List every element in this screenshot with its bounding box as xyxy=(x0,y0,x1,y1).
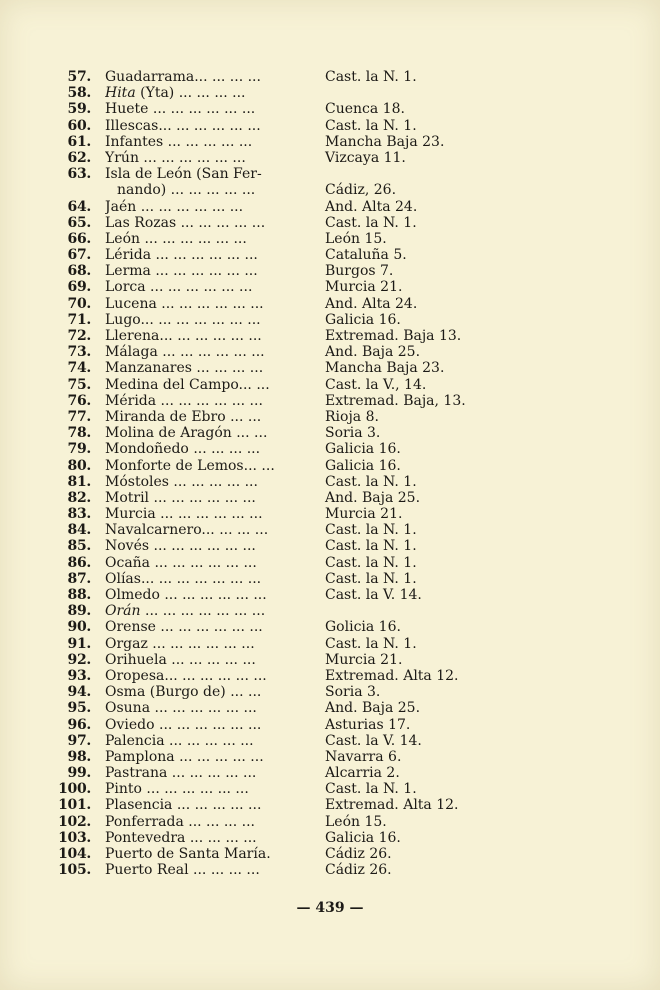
entry-name-text: León ... ... ... ... ... ... xyxy=(105,230,247,247)
entry-name-text: Orense ... ... ... ... ... ... xyxy=(105,619,263,636)
gazetteer-list xyxy=(56,69,486,878)
entry-number: 82. xyxy=(67,489,91,506)
entry-name xyxy=(105,296,305,312)
entry-name xyxy=(105,700,305,716)
list-item xyxy=(56,814,486,830)
entry-number: 73. xyxy=(67,344,91,361)
list-item xyxy=(56,619,486,635)
entry-name xyxy=(105,279,305,295)
entry-name-italic: Orán xyxy=(105,603,141,620)
entry-number: 62. xyxy=(67,149,91,166)
list-item xyxy=(56,312,486,328)
entry-number: 102. xyxy=(58,813,91,830)
entry-name xyxy=(105,69,305,85)
entry-region: Rioja 8. xyxy=(325,408,379,425)
entry-name-text: Pastrana ... ... ... ... ... xyxy=(105,765,257,782)
entry-number: 80. xyxy=(67,457,91,474)
entry-name xyxy=(105,765,305,781)
entry-name xyxy=(105,85,305,101)
entry-name-text: Llerena... ... ... ... ... ... xyxy=(105,328,262,345)
entry-name xyxy=(105,749,305,765)
entry-region: León 15. xyxy=(325,813,387,830)
entry-name xyxy=(105,506,305,522)
entry-region: Cast. la N. 1. xyxy=(325,781,417,798)
entry-number: 94. xyxy=(67,684,91,701)
entry-name xyxy=(105,717,305,733)
list-item xyxy=(56,166,486,198)
list-item xyxy=(56,474,486,490)
entry-name xyxy=(105,652,305,668)
entry-region: And. Baja 25. xyxy=(325,344,421,361)
entry-name-text: Orihuela ... ... ... ... ... xyxy=(105,651,256,668)
list-item xyxy=(56,781,486,797)
entry-number: 72. xyxy=(67,328,91,345)
entry-number: 92. xyxy=(67,651,91,668)
entry-name-text: Lerma ... ... ... ... ... ... xyxy=(105,263,258,280)
list-item xyxy=(56,765,486,781)
list-item xyxy=(56,393,486,409)
list-item xyxy=(56,846,486,862)
entry-number: 87. xyxy=(67,570,91,587)
entry-name xyxy=(105,150,305,166)
entry-region: Murcia 21. xyxy=(325,279,403,296)
list-item xyxy=(56,134,486,150)
entry-number: 99. xyxy=(67,765,91,782)
entry-name-text: Olmedo ... ... ... ... ... ... xyxy=(105,587,267,604)
entry-region: Cataluña 5. xyxy=(325,247,407,264)
entry-number: 103. xyxy=(58,829,91,846)
entry-region: Extremad. Alta 12. xyxy=(325,797,459,814)
entry-name xyxy=(105,781,305,797)
entry-region: Cast. la V. 14. xyxy=(325,732,422,749)
entry-name xyxy=(105,166,305,198)
entry-name-text: Ponferrada ... ... ... ... xyxy=(105,813,256,830)
entry-name xyxy=(105,328,305,344)
entry-region: Soria 3. xyxy=(325,684,381,701)
entry-name xyxy=(105,522,305,538)
entry-number: 84. xyxy=(67,522,91,539)
entry-number: 86. xyxy=(67,554,91,571)
list-item xyxy=(56,296,486,312)
list-item xyxy=(56,328,486,344)
entry-region: Vizcaya 11. xyxy=(325,149,406,166)
list-item xyxy=(56,733,486,749)
entry-name-text: Motril ... ... ... ... ... ... xyxy=(105,489,256,506)
entry-name-text: Oropesa... ... ... ... ... ... xyxy=(105,667,267,684)
list-item xyxy=(56,538,486,554)
entry-region: Mancha Baja 23. xyxy=(325,360,445,377)
list-item xyxy=(56,862,486,878)
list-item xyxy=(56,85,486,101)
entry-name-text: Monforte de Lemos... ... xyxy=(105,457,275,474)
entry-name xyxy=(105,393,305,409)
entry-name xyxy=(105,603,305,619)
list-item xyxy=(56,344,486,360)
entry-name-text: Medina del Campo... ... xyxy=(105,376,270,393)
entry-number: 60. xyxy=(67,117,91,134)
entry-region: Extremad. Alta 12. xyxy=(325,667,459,684)
entry-region: Golicia 16. xyxy=(325,619,401,636)
entry-number: 64. xyxy=(67,198,91,215)
entry-region: Cádiz 26. xyxy=(325,846,392,863)
entry-name-text: Miranda de Ebro ... ... xyxy=(105,408,262,425)
entry-region: Cast. la V. 14. xyxy=(325,587,422,604)
entry-name xyxy=(105,101,305,117)
entry-region: Cast. la N. 1. xyxy=(325,214,417,231)
entry-number: 98. xyxy=(67,748,91,765)
entry-number: 83. xyxy=(67,506,91,523)
entry-name-text: Pamplona ... ... ... ... ... xyxy=(105,748,264,765)
entry-region: Cast. la N. 1. xyxy=(325,554,417,571)
entry-name-text: Plasencia ... ... ... ... ... xyxy=(105,797,262,814)
list-item xyxy=(56,749,486,765)
entry-name-text: Orgaz ... ... ... ... ... ... xyxy=(105,635,255,652)
list-item xyxy=(56,101,486,117)
entry-name xyxy=(105,231,305,247)
entry-name xyxy=(105,458,305,474)
list-item xyxy=(56,587,486,603)
entry-name xyxy=(105,118,305,134)
entry-region: Galicia 16. xyxy=(325,441,401,458)
entry-region: Asturias 17. xyxy=(325,716,411,733)
list-item xyxy=(56,458,486,474)
entry-name xyxy=(105,425,305,441)
entry-number: 71. xyxy=(67,311,91,328)
entry-name xyxy=(105,571,305,587)
list-item xyxy=(56,441,486,457)
entry-name xyxy=(105,862,305,878)
entry-number: 81. xyxy=(67,473,91,490)
entry-name-text: Osuna ... ... ... ... ... ... xyxy=(105,700,257,717)
entry-name-text: Pontevedra ... ... ... ... xyxy=(105,829,257,846)
list-item xyxy=(56,652,486,668)
entry-number: 69. xyxy=(67,279,91,296)
entry-name xyxy=(105,474,305,490)
entry-name-text: Ocaña ... ... ... ... ... ... xyxy=(105,554,257,571)
entry-region: Cast. la N. 1. xyxy=(325,538,417,555)
entry-number: 74. xyxy=(67,360,91,377)
entry-name-italic: Hita xyxy=(105,85,136,102)
entry-region: Cádiz, 26. xyxy=(325,182,397,199)
entry-number: 96. xyxy=(67,716,91,733)
entry-name-text: Las Rozas ... ... ... ... ... xyxy=(105,214,266,231)
entry-name xyxy=(105,199,305,215)
entry-name-continuation: nando) ... ... ... ... ... xyxy=(117,182,256,199)
list-item xyxy=(56,522,486,538)
entry-name-text: Molina de Aragón ... ... xyxy=(105,425,268,442)
entry-name-text: Mondoñedo ... ... ... ... xyxy=(105,441,261,458)
entry-name-text: Puerto Real ... ... ... ... xyxy=(105,862,260,879)
entry-name xyxy=(105,797,305,813)
entry-region: Cast. la V., 14. xyxy=(325,376,427,393)
entry-region: Mancha Baja 23. xyxy=(325,133,445,150)
entry-number: 59. xyxy=(67,101,91,118)
list-item xyxy=(56,603,486,619)
list-item xyxy=(56,506,486,522)
entry-region: And. Alta 24. xyxy=(325,198,418,215)
entry-region: And. Alta 24. xyxy=(325,295,418,312)
entry-name xyxy=(105,344,305,360)
entry-region: León 15. xyxy=(325,230,387,247)
entry-name-text: Osma (Burgo de) ... ... xyxy=(105,684,262,701)
entry-region: And. Baja 25. xyxy=(325,489,421,506)
entry-name-text: Lucena ... ... ... ... ... ... xyxy=(105,295,264,312)
entry-number: 100. xyxy=(58,781,91,798)
entry-name xyxy=(105,409,305,425)
entry-name xyxy=(105,441,305,457)
entry-name-text: Lérida ... ... ... ... ... ... xyxy=(105,247,258,264)
entry-number: 76. xyxy=(67,392,91,409)
entry-name-text: Puerto de Santa María. xyxy=(105,846,271,863)
entry-name-text: Olías... ... ... ... ... ... ... xyxy=(105,570,262,587)
entry-name-text: Manzanares ... ... ... ... xyxy=(105,360,264,377)
entry-number: 95. xyxy=(67,700,91,717)
list-item xyxy=(56,199,486,215)
list-item xyxy=(56,215,486,231)
list-item xyxy=(56,69,486,85)
list-item xyxy=(56,684,486,700)
list-item xyxy=(56,150,486,166)
entry-number: 89. xyxy=(67,603,91,620)
list-item xyxy=(56,830,486,846)
list-item xyxy=(56,377,486,393)
entry-number: 57. xyxy=(67,69,91,85)
entry-number: 61. xyxy=(67,133,91,150)
entry-name-text: Málaga ... ... ... ... ... ... xyxy=(105,344,265,361)
list-item xyxy=(56,555,486,571)
entry-name-text: Lorca ... ... ... ... ... ... xyxy=(105,279,253,296)
list-item xyxy=(56,247,486,263)
entry-name xyxy=(105,312,305,328)
entry-number: 91. xyxy=(67,635,91,652)
entry-name-text: Infantes ... ... ... ... ... xyxy=(105,133,253,150)
list-item xyxy=(56,263,486,279)
entry-name-text: ... ... ... ... ... ... ... xyxy=(145,603,266,620)
list-item xyxy=(56,571,486,587)
list-item xyxy=(56,797,486,813)
entry-name-text: Mérida ... ... ... ... ... ... xyxy=(105,392,263,409)
entry-name-text: Lugo... ... ... ... ... ... ... xyxy=(105,311,261,328)
entry-name xyxy=(105,215,305,231)
entry-number: 79. xyxy=(67,441,91,458)
entry-number: 90. xyxy=(67,619,91,636)
entry-region: Extremad. Baja, 13. xyxy=(325,392,466,409)
entry-number: 58. xyxy=(67,85,91,102)
entry-number: 78. xyxy=(67,425,91,442)
list-item xyxy=(56,490,486,506)
entry-name xyxy=(105,846,305,862)
entry-number: 75. xyxy=(67,376,91,393)
entry-name-text: Oviedo ... ... ... ... ... ... xyxy=(105,716,262,733)
entry-name xyxy=(105,668,305,684)
entry-number: 65. xyxy=(67,214,91,231)
entry-number: 101. xyxy=(58,797,91,814)
list-item xyxy=(56,425,486,441)
list-item xyxy=(56,668,486,684)
entry-number: 104. xyxy=(58,846,91,863)
entry-region: Cast. la N. 1. xyxy=(325,522,417,539)
entry-name xyxy=(105,360,305,376)
entry-number: 67. xyxy=(67,247,91,264)
entry-number: 77. xyxy=(67,408,91,425)
entry-name-text: Móstoles ... ... ... ... ... xyxy=(105,473,258,490)
entry-number: 66. xyxy=(67,230,91,247)
entry-number: 70. xyxy=(67,295,91,312)
entry-name xyxy=(105,555,305,571)
list-item xyxy=(56,279,486,295)
entry-name xyxy=(105,684,305,700)
entry-name xyxy=(105,733,305,749)
entry-name xyxy=(105,134,305,150)
entry-name-text: Murcia ... ... ... ... ... ... xyxy=(105,506,263,523)
entry-region: Murcia 21. xyxy=(325,651,403,668)
list-item xyxy=(56,717,486,733)
entry-region: Soria 3. xyxy=(325,425,381,442)
entry-number: 88. xyxy=(67,587,91,604)
entry-number: 97. xyxy=(67,732,91,749)
entry-name xyxy=(105,619,305,635)
entry-name xyxy=(105,490,305,506)
entry-number: 105. xyxy=(58,862,91,879)
entry-name xyxy=(105,377,305,393)
entry-name-text: (Yta) ... ... ... ... xyxy=(140,85,246,102)
entry-region: Cuenca 18. xyxy=(325,101,405,118)
entry-region: Murcia 21. xyxy=(325,506,403,523)
entry-name xyxy=(105,538,305,554)
list-item xyxy=(56,409,486,425)
entry-name-text: Palencia ... ... ... ... ... xyxy=(105,732,254,749)
entry-region: And. Baja 25. xyxy=(325,700,421,717)
entry-region: Navarra 6. xyxy=(325,748,402,765)
entry-number: 68. xyxy=(67,263,91,280)
entry-name-text: Jaén ... ... ... ... ... ... xyxy=(105,198,244,215)
entry-region: Cast. la N. 1. xyxy=(325,117,417,134)
list-item xyxy=(56,118,486,134)
page-number: — 439 — xyxy=(296,900,364,916)
entry-region: Cast. la N. 1. xyxy=(325,473,417,490)
entry-name-text: Guadarrama... ... ... ... xyxy=(105,69,261,85)
entry-number: 93. xyxy=(67,667,91,684)
entry-region: Cádiz 26. xyxy=(325,862,392,879)
entry-region: Alcarria 2. xyxy=(325,765,400,782)
list-item xyxy=(56,231,486,247)
entry-name-text: Novés ... ... ... ... ... ... xyxy=(105,538,256,555)
entry-region: Galicia 16. xyxy=(325,311,401,328)
entry-region: Burgos 7. xyxy=(325,263,394,280)
entry-region: Cast. la N. 1. xyxy=(325,69,417,85)
entry-name xyxy=(105,587,305,603)
entry-name xyxy=(105,247,305,263)
entry-name xyxy=(105,636,305,652)
entry-name-text: Navalcarnero... ... ... ... xyxy=(105,522,269,539)
entry-region: Extremad. Baja 13. xyxy=(325,328,462,345)
entry-name-text: Pinto ... ... ... ... ... ... xyxy=(105,781,249,798)
list-item xyxy=(56,636,486,652)
entry-region: Cast. la N. 1. xyxy=(325,570,417,587)
entry-name-text: Huete ... ... ... ... ... ... xyxy=(105,101,256,118)
entry-name-text: Illescas... ... ... ... ... ... xyxy=(105,117,261,134)
entry-region: Cast. la N. 1. xyxy=(325,635,417,652)
entry-number: 63. xyxy=(67,166,91,183)
list-item xyxy=(56,700,486,716)
entry-name-text: Isla de León (San Fer- xyxy=(105,166,262,183)
entry-region: Galicia 16. xyxy=(325,457,401,474)
entry-name xyxy=(105,263,305,279)
entry-name xyxy=(105,830,305,846)
entry-name xyxy=(105,814,305,830)
entry-number: 85. xyxy=(67,538,91,555)
entry-region: Galicia 16. xyxy=(325,829,401,846)
list-item xyxy=(56,360,486,376)
entry-name-text: Yrún ... ... ... ... ... ... xyxy=(105,149,246,166)
